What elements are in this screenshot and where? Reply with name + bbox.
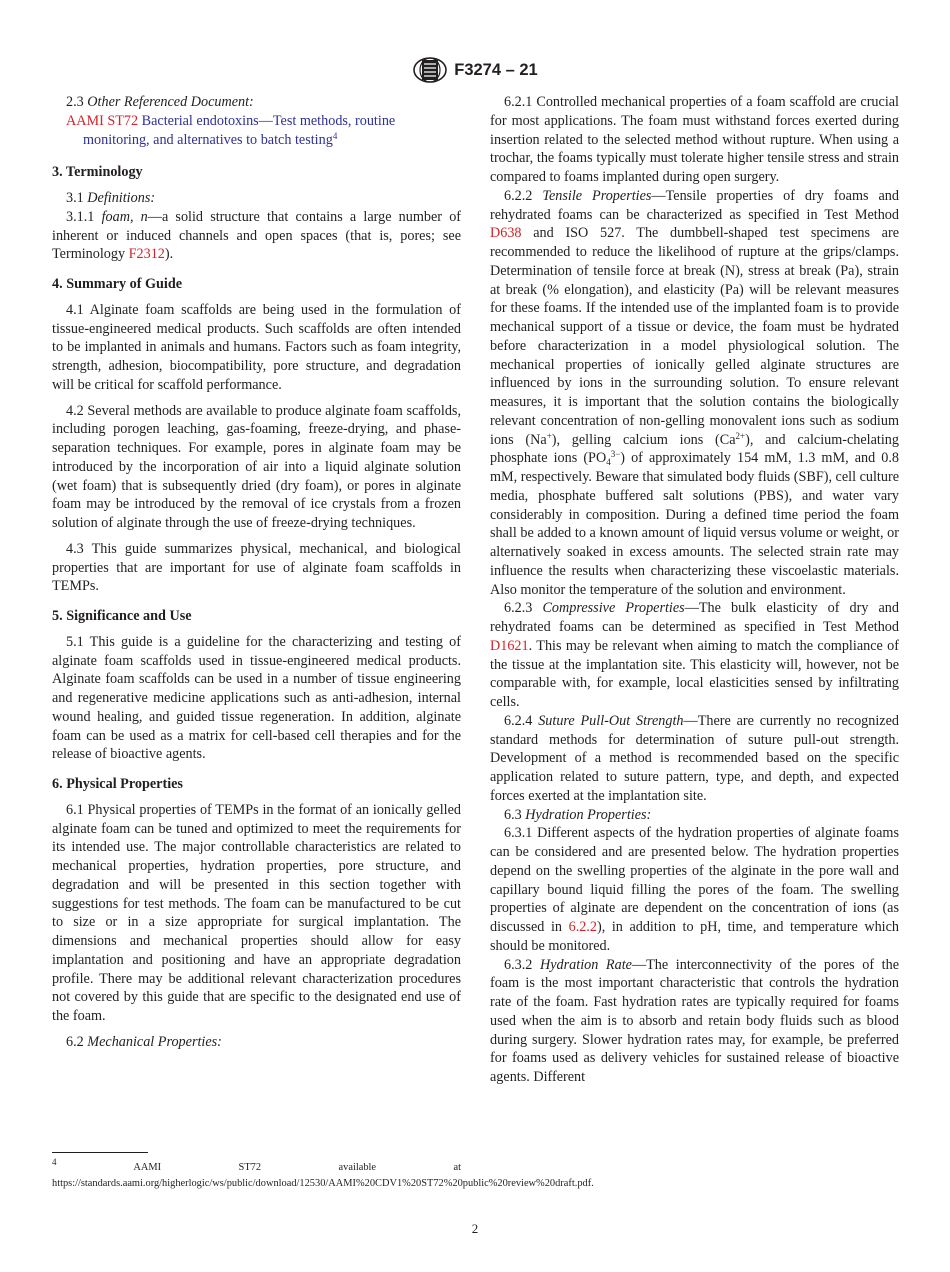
footnote-mark: 4 <box>332 130 338 141</box>
reference-aami-st72 <box>52 112 461 150</box>
page-number: 2 <box>471 1221 479 1236</box>
section-5-heading: 5. Significance and Use <box>52 608 192 624</box>
page-header <box>0 57 950 83</box>
left-column <box>52 93 461 1052</box>
paragraph-6-2-4: 6.2.4 Suture Pull-Out Strength—There are currently no recognized standard methods for determination of suture pull-out strength. Development of a method is recommended based on the specific application related to suture pattern, type, and depth, and expected forces exerted at the implantation site. <box>490 712 899 804</box>
paragraph-3-1-1: 3.1.1 foam, n—a solid structure that contains a large number of inherent or induced channels and open spaces (that is, pores; see Terminology F2312). <box>52 208 462 263</box>
paragraph-6-3-1: 6.3.1 Different aspects of the hydration properties of alginate foams can be considered and are presented below. The hydration properties depend on the swelling properties of the alginate in the pore wall and capillary bound liquid filling the pores of the foam. The swelling properties of alginate are dependent on the concentration of ions (as discussed in 6.2.2), in addition to pH, time, and temperature which should be monitored. <box>490 825 900 954</box>
reference-title-link[interactable]: Bacterial endotoxins—Test methods, routine monitoring, and alternatives to batch testing <box>83 112 396 148</box>
d1621-link[interactable]: D1621 <box>490 637 529 654</box>
paragraph-4-2: 4.2 Several methods are available to produce alginate foam scaffolds, including porogen leaching, gas-foaming, freeze-drying, and phase-separation techniques. For example, pores in alginate foam may be introduced by the incorporation of air into a liquid alginate solution (wet foam) that is subsequently dried (dry foam), or pores in alginate foam may be introduced by the removal of ice crystals from a frozen solution of alginate through the use of freeze-drying techniques. <box>52 402 461 531</box>
footnote-divider <box>52 1152 148 1153</box>
paragraph-6-2-3: 6.2.3 Compressive Properties—The bulk elasticity of dry and rehydrated foams can be determined as specified in Test Method D1621. This may be relevant when aiming to match the compliance of the tissue at the implantation site. This elasticity will, however, not be comparable with, for example, local elasticities sensed by infiltrating cells. <box>490 600 899 710</box>
f2312-link[interactable]: F2312 <box>128 246 165 263</box>
paragraph-3-1: 3.1 Definitions: <box>66 190 156 206</box>
paragraph-6-2: 6.2 Mechanical Properties: <box>66 1033 222 1050</box>
paragraph-6-3-2: 6.3.2 Hydration Rate—The interconnectivity of the pores of the foam is the most important characteristic that controls the hydration rate of the foam. Fast hydration rates are typically required for foams used when the aim is to absorb and retain body fluids such as blood during surgery. Slower hydration rates may, for example, be preferred for foams used as delivery vehicles for sustained release of bioactive agents. Different <box>490 956 900 1085</box>
d638-link[interactable]: D638 <box>490 225 522 242</box>
paragraph-5-1: 5.1 This guide is a guideline for the characterizing and testing of alginate foam scaffolds used in tissue-engineered medical products. Alginate foam scaffolds can be used in a number of tissue engineering and regenerative medicine applications such as anti-adhesion, internal wound healing, and guided tissue regeneration. In addition, alginate foam can be used as a matrix for cell-based cell therapies and for the release of bioactive agents. <box>52 633 461 763</box>
section-3-heading: 3. Terminology <box>52 164 143 181</box>
paragraph-6-2-1: 6.2.1 Controlled mechanical properties of a foam scaffold are crucial for most applications. The foam must withstand forces exerted during insertion related to the selected method without rupture. When using a trochar, the foams typically must tolerate higher tensile stress and strain compared to foams implanted during open surgery. <box>490 94 899 185</box>
section-6-heading: 6. Physical Properties <box>52 776 183 792</box>
section-2-3-heading: 2.3 Other Referenced Document: <box>66 94 254 110</box>
reference-code-link[interactable]: AAMI ST72 <box>66 112 139 129</box>
paragraph-6-1: 6.1 Physical properties of TEMPs in the format of an ionically gelled alginate foam can be tuned and optimized to meet the requirements for its intended use. The major controllable characteristics are related to mechanical properties, hydration properties, pore structure, and degradation and will be presented in this section together with suggestions for test methods. The foam can be manufactured to be cut to size or in a size appropriate for surgical implantation. The dimensions and mechanical properties should allow for easy implantation and positioning and have an appropriate degradation profile. There may be additional relevant characterization procedures not covered by this guide that are specific to the designated end use of the foam. <box>52 801 461 1024</box>
section-6-2-2-link[interactable]: 6.2.2 <box>568 919 597 935</box>
astm-logo-icon <box>412 57 448 83</box>
section-4-heading: 4. Summary of Guide <box>52 276 183 292</box>
footnote-4: $^4$ AAMI ST72 available at https://standards.aami.org/higherlogic/ws/public/download/12530/AAMI%20CDV1%20ST72%20public%20review%20draft.pdf. <box>52 1157 594 1189</box>
paragraph-4-3: 4.3 This guide summarizes physical, mechanical, and biological properties that are important for use of alginate foam scaffolds in TEMPs. <box>52 540 461 595</box>
right-column <box>490 93 899 1087</box>
paragraph-6-3: 6.3 Hydration Properties: <box>504 806 652 823</box>
document-number: F3274 – 21 <box>454 60 538 79</box>
paragraph-6-2-2: 6.2.2 Tensile Properties—Tensile properties of dry foams and rehydrated foams can be characterized as specified in Test Method D638 and ISO 527. The dumbbell-shaped test specimens are recommended to reduce the likelihood of rupture at the grips/clamps. Determination of tensile force at break (N), stress at break (Pa), strain at break (% elongation), and elasticity (Pa) will be relevant measures for these foams. If the intended use of the implanted foam is to provide mechanical support of a tissue or device, the foam must be hydrated before characterization in a model physiological solution. The mechanical properties of ionically gelled alginate structures are influenced by ions in the surrounding solution. To ensure relevant measures, it is important that the solution contains the biologically relevant concentration of non-gelling monovalent ions such as sodium ions (Na+), gelling calcium ions $(Ca^{2+})$, and calcium-chelating phosphate ions $(PO_4^{3-})$ of approximately 154 mM, 1.3 mM, and 0.8 mM, respectively. Beware that simulated body fluids (SBF), cell culture media, phosphate buffered salt solutions (PBS), and water vary considerably in composition. During a defined time period the foam shall be added to a known amount of liquid versus volume or weight, or alternatively soaked in excess amounts. The selected strain rate may influence the results when characterizing these viscoelastic materials. Also monitor the temperature of the solution and environment. <box>490 187 900 598</box>
paragraph-4-1: 4.1 Alginate foam scaffolds are being used in the formulation of tissue-engineered medical products. Such scaffolds are often intended to be implanted in animals and humans. Factors such as foam integrity, strength, adhesion, biocompatibility, pore structure, and degradation will be critical for scaffold performance. <box>52 301 461 393</box>
